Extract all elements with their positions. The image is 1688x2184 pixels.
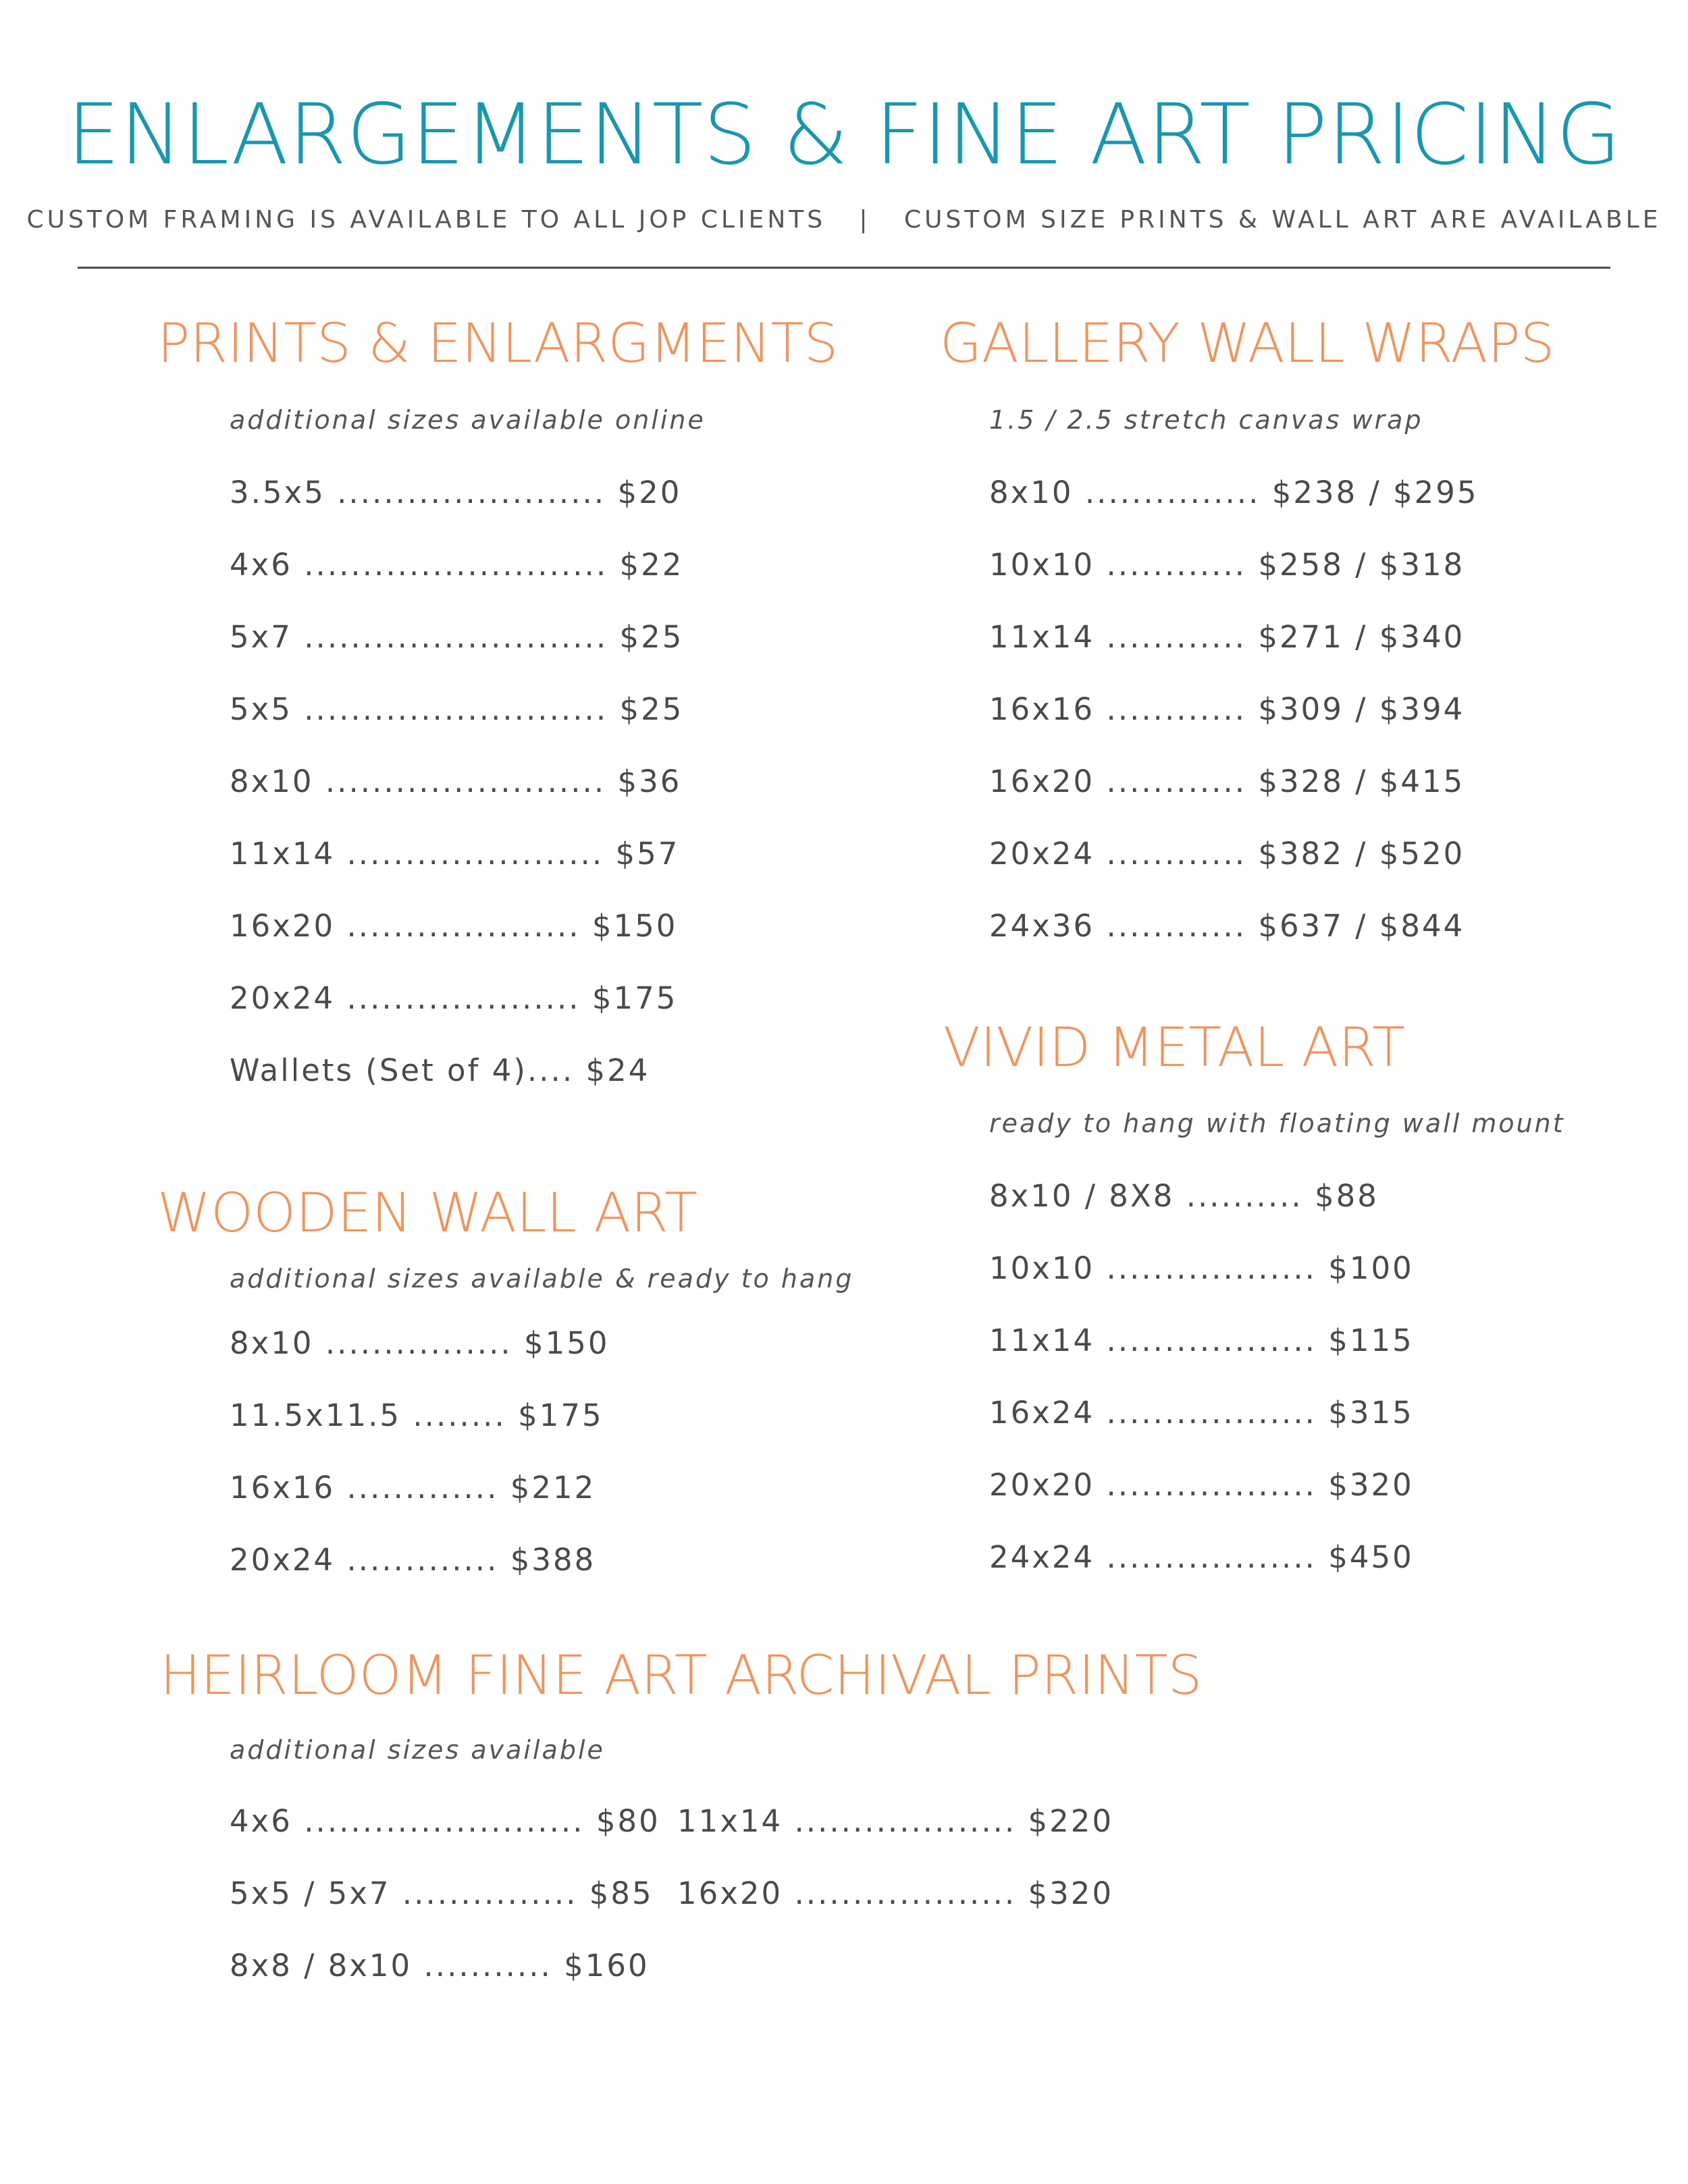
item-leader-dots: ........ bbox=[401, 1397, 519, 1433]
item-leader-dots: ............ bbox=[1094, 547, 1259, 583]
price-row bbox=[230, 473, 683, 545]
item-leader-dots: ............... bbox=[1073, 475, 1272, 510]
page-subtitle: CUSTOM FRAMING IS AVAILABLE TO ALL JOP CLIENTS | CUSTOM SIZE PRINTS & WALL ART ARE AVAILABLE bbox=[26, 206, 1662, 234]
price-row bbox=[989, 1465, 1414, 1537]
item-price: $175 bbox=[591, 980, 678, 1016]
price-list-wooden bbox=[230, 1323, 610, 1612]
item-price: $150 bbox=[524, 1325, 610, 1361]
item-price: $238 / $295 bbox=[1271, 475, 1479, 510]
item-leader-dots: ...................... bbox=[335, 836, 616, 872]
price-row bbox=[989, 1248, 1414, 1321]
item-leader-dots: ............. bbox=[335, 1470, 510, 1506]
item-size: 10x10 bbox=[989, 547, 1095, 583]
item-leader-dots: ................ bbox=[313, 1325, 525, 1361]
price-row bbox=[230, 617, 683, 689]
item-price: $328 / $415 bbox=[1258, 764, 1465, 799]
item-price: $85 bbox=[589, 1875, 654, 1911]
item-price: $25 bbox=[619, 691, 684, 727]
price-row bbox=[230, 906, 683, 978]
price-row bbox=[230, 1050, 683, 1123]
price-list-gallery bbox=[989, 473, 1479, 978]
item-size: 20x24 bbox=[230, 980, 336, 1016]
item-leader-dots: .................. bbox=[1094, 1539, 1329, 1575]
price-row bbox=[230, 978, 683, 1050]
price-row bbox=[230, 1540, 610, 1612]
item-leader-dots: ........................ bbox=[313, 764, 618, 799]
item-size: 16x24 bbox=[989, 1395, 1095, 1431]
price-list-prints bbox=[230, 473, 683, 1123]
item-size: 16x16 bbox=[989, 691, 1095, 727]
price-row bbox=[230, 1323, 610, 1395]
price-list-heirloom-left bbox=[230, 1801, 660, 2018]
item-size: 8x10 / 8X8 bbox=[989, 1178, 1175, 1214]
price-row bbox=[230, 762, 683, 834]
section-note-metal: ready to hang with floating wall mount bbox=[989, 1109, 1565, 1138]
price-row bbox=[989, 1321, 1414, 1393]
item-size: 5x5 bbox=[230, 691, 292, 727]
item-leader-dots: ................... bbox=[783, 1803, 1028, 1839]
item-size: 20x24 bbox=[989, 836, 1095, 872]
item-leader-dots: .................... bbox=[335, 908, 592, 944]
section-note-prints: additional sizes available online bbox=[230, 405, 706, 435]
price-list-metal bbox=[989, 1176, 1414, 1609]
price-row bbox=[230, 834, 683, 906]
item-size: 8x8 / 8x10 bbox=[230, 1948, 413, 1983]
price-row bbox=[989, 834, 1479, 906]
section-title-gallery: GALLERY WALL WRAPS bbox=[940, 312, 1555, 375]
item-leader-dots: .................. bbox=[1094, 1323, 1329, 1358]
item-price: $258 / $318 bbox=[1258, 547, 1465, 583]
item-price: $220 bbox=[1028, 1803, 1114, 1839]
item-size: 11x14 bbox=[677, 1803, 783, 1839]
item-size: 8x10 bbox=[230, 1325, 314, 1361]
item-price: $160 bbox=[564, 1948, 650, 1983]
item-price: $271 / $340 bbox=[1258, 619, 1465, 655]
price-row bbox=[230, 1946, 660, 2018]
item-leader-dots: .................... bbox=[335, 980, 592, 1016]
item-size: 16x16 bbox=[230, 1470, 336, 1506]
item-leader-dots: ............ bbox=[1094, 619, 1259, 655]
item-leader-dots: .... bbox=[527, 1053, 586, 1088]
item-price: $100 bbox=[1328, 1250, 1414, 1286]
item-price: $320 bbox=[1028, 1875, 1114, 1911]
item-price: $315 bbox=[1328, 1395, 1414, 1431]
item-price: $36 bbox=[617, 764, 682, 799]
item-size: 11x14 bbox=[989, 619, 1095, 655]
section-note-gallery: 1.5 / 2.5 stretch canvas wrap bbox=[989, 405, 1423, 435]
item-price: $20 bbox=[617, 475, 682, 510]
item-size: 4x6 bbox=[230, 547, 292, 583]
price-row bbox=[230, 1801, 660, 1873]
price-row bbox=[989, 1537, 1414, 1609]
price-row bbox=[230, 1395, 610, 1468]
item-leader-dots: ........................ bbox=[292, 1803, 596, 1839]
price-list-heirloom-right bbox=[677, 1801, 1113, 1946]
item-size: 11.5x11.5 bbox=[230, 1397, 402, 1433]
price-row bbox=[230, 1468, 610, 1540]
item-leader-dots: ............ bbox=[1094, 908, 1259, 944]
item-size: 8x10 bbox=[230, 764, 314, 799]
price-row bbox=[989, 762, 1479, 834]
section-title-heirloom: HEIRLOOM FINE ART ARCHIVAL PRINTS bbox=[160, 1644, 1203, 1707]
item-price: $212 bbox=[510, 1470, 596, 1506]
section-title-wooden: WOODEN WALL ART bbox=[157, 1181, 697, 1244]
item-size: Wallets (Set of 4) bbox=[230, 1053, 527, 1088]
price-row bbox=[989, 617, 1479, 689]
item-size: 16x20 bbox=[677, 1875, 783, 1911]
item-price: $80 bbox=[596, 1803, 660, 1839]
price-row bbox=[989, 1176, 1414, 1248]
item-leader-dots: ............... bbox=[390, 1875, 589, 1911]
page-title: ENLARGEMENTS & FINE ART PRICING bbox=[67, 86, 1621, 184]
item-leader-dots: ................... bbox=[783, 1875, 1028, 1911]
section-note-heirloom: additional sizes available bbox=[230, 1735, 605, 1765]
item-price: $450 bbox=[1328, 1539, 1414, 1575]
item-price: $25 bbox=[619, 619, 684, 655]
item-size: 24x24 bbox=[989, 1539, 1095, 1575]
item-size: 20x24 bbox=[230, 1542, 336, 1578]
item-leader-dots: ....................... bbox=[325, 475, 618, 510]
price-row bbox=[989, 545, 1479, 617]
item-price: $382 / $520 bbox=[1258, 836, 1465, 872]
item-size: 3.5x5 bbox=[230, 475, 325, 510]
item-price: $24 bbox=[585, 1053, 650, 1088]
price-row bbox=[989, 689, 1479, 762]
item-leader-dots: .......................... bbox=[292, 619, 620, 655]
item-price: $57 bbox=[615, 836, 680, 872]
item-leader-dots: ............ bbox=[1094, 691, 1259, 727]
price-row bbox=[989, 1393, 1414, 1465]
item-price: $320 bbox=[1328, 1467, 1414, 1503]
section-title-prints: PRINTS & ENLARGMENTS bbox=[157, 312, 839, 375]
price-row bbox=[230, 545, 683, 617]
item-leader-dots: .......... bbox=[1174, 1178, 1315, 1214]
item-price: $115 bbox=[1328, 1323, 1414, 1358]
item-size: 10x10 bbox=[989, 1250, 1095, 1286]
item-leader-dots: ............. bbox=[335, 1542, 510, 1578]
item-leader-dots: ............ bbox=[1094, 764, 1259, 799]
item-leader-dots: .......................... bbox=[292, 547, 620, 583]
item-leader-dots: .......................... bbox=[292, 691, 620, 727]
section-title-metal: VIVID METAL ART bbox=[943, 1016, 1405, 1079]
item-leader-dots: ........... bbox=[412, 1948, 564, 1983]
item-price: $88 bbox=[1315, 1178, 1379, 1214]
item-size: 5x5 / 5x7 bbox=[230, 1875, 391, 1911]
item-price: $175 bbox=[518, 1397, 604, 1433]
price-row bbox=[230, 689, 683, 762]
item-size: 16x20 bbox=[230, 908, 336, 944]
item-size: 20x20 bbox=[989, 1467, 1095, 1503]
item-price: $637 / $844 bbox=[1258, 908, 1465, 944]
item-price: $388 bbox=[510, 1542, 596, 1578]
item-leader-dots: .................. bbox=[1094, 1395, 1329, 1431]
item-leader-dots: ............ bbox=[1094, 836, 1259, 872]
item-size: 16x20 bbox=[989, 764, 1095, 799]
item-size: 8x10 bbox=[989, 475, 1074, 510]
item-leader-dots: .................. bbox=[1094, 1250, 1329, 1286]
item-price: $309 / $394 bbox=[1258, 691, 1465, 727]
item-size: 11x14 bbox=[989, 1323, 1095, 1358]
item-size: 4x6 bbox=[230, 1803, 292, 1839]
item-size: 5x7 bbox=[230, 619, 292, 655]
price-row bbox=[989, 906, 1479, 978]
header-divider bbox=[78, 267, 1610, 269]
item-price: $150 bbox=[591, 908, 678, 944]
item-price: $22 bbox=[619, 547, 684, 583]
item-size: 24x36 bbox=[989, 908, 1095, 944]
price-row bbox=[230, 1873, 660, 1946]
item-leader-dots: .................. bbox=[1094, 1467, 1329, 1503]
price-row bbox=[677, 1873, 1113, 1946]
section-note-wooden: additional sizes available & ready to hang bbox=[230, 1264, 854, 1294]
price-row bbox=[989, 473, 1479, 545]
item-size: 11x14 bbox=[230, 836, 336, 872]
price-row bbox=[677, 1801, 1113, 1873]
